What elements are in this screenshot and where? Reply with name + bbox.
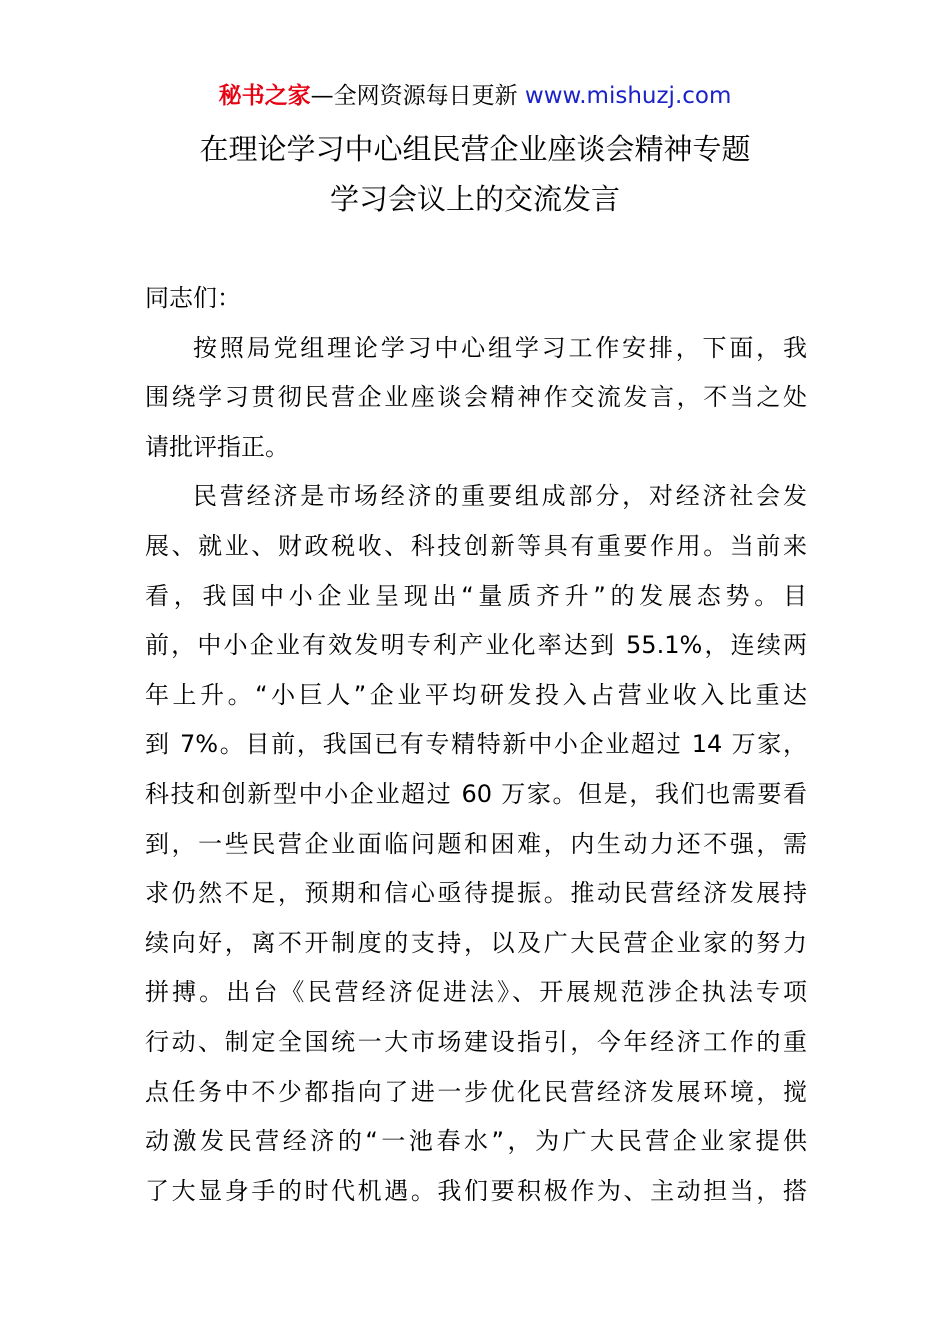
paragraph-line: 到 7%。目前，我国已有专精特新中小企业超过 14 万家， — [145, 730, 807, 759]
paragraph-2 — [145, 472, 807, 1216]
site-url-link[interactable]: www.mishuzj.com — [524, 83, 732, 109]
paragraph-line: 点任务中不少都指向了进一步优化民营经济发展环境，搅 — [145, 1077, 807, 1106]
paragraph-line: 拼搏。出台《民营经济促进法》、开展规范涉企执法专项 — [145, 978, 807, 1007]
title-line-2: 学习会议上的交流发言 — [329, 182, 620, 216]
paragraph-line: 按照局党组理论学习中心组学习工作安排，下面，我 — [193, 333, 807, 362]
paragraph-line: 行动、制定全国统一大市场建设指引，今年经济工作的重 — [145, 1027, 807, 1056]
paragraph-line: 科技和创新型中小企业超过 60 万家。但是，我们也需要看 — [145, 779, 807, 808]
paragraph-line: 前，中小企业有效发明专利产业化率达到 55.1%，连续两 — [145, 631, 807, 660]
paragraph-line: 围绕学习贯彻民营企业座谈会精神作交流发言，不当之处 — [145, 383, 807, 412]
paragraph-line: 动激发民营经济的“一池春水”，为广大民营企业家提供 — [145, 1127, 807, 1156]
site-header — [0, 80, 950, 112]
paragraph-line: 展、就业、财政税收、科技创新等具有重要作用。当前来 — [145, 531, 807, 560]
document-title — [0, 124, 950, 224]
paragraph-line: 民营经济是市场经济的重要组成部分，对经济社会发 — [193, 482, 807, 511]
paragraph-1 — [145, 324, 807, 473]
salutation: 同志们： — [145, 284, 241, 312]
paragraph-line: 看，我国中小企业呈现出“量质齐升”的发展态势。目 — [145, 581, 807, 610]
paragraph-line: 年上升。“小巨人”企业平均研发投入占营业收入比重达 — [145, 680, 807, 709]
title-line-1: 在理论学习中心组民营企业座谈会精神专题 — [199, 132, 751, 166]
paragraph-line: 了大显身手的时代机遇。我们要积极作为、主动担当，搭 — [145, 1176, 807, 1205]
site-tagline: —全网资源每日更新 — [310, 83, 525, 109]
paragraph-line: 续向好，离不开制度的支持，以及广大民营企业家的努力 — [145, 928, 807, 957]
paragraph-line: 求仍然不足，预期和信心亟待提振。推动民营经济发展持 — [145, 879, 807, 908]
site-brand: 秘书之家 — [218, 83, 311, 109]
document-body — [145, 274, 807, 1216]
paragraph-line: 到，一些民营企业面临问题和困难，内生动力还不强，需 — [145, 829, 807, 858]
paragraph-line: 请批评指正。 — [145, 432, 289, 461]
